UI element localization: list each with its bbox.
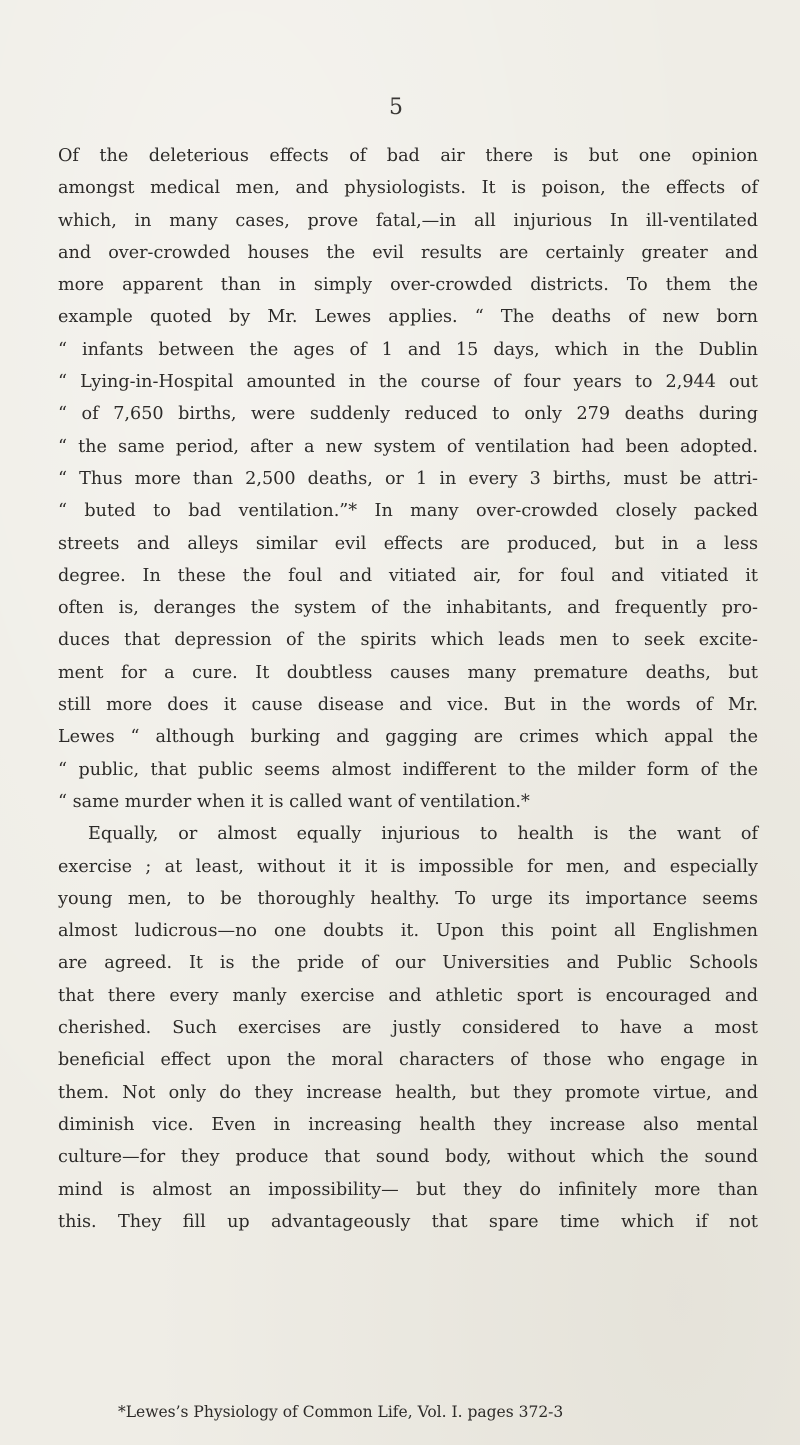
text-line: amongst medical men, and physiologists. It is poison, the effects of (58, 178, 758, 199)
text-line: exercise ; at least, without it it is impossible for men, and especially (58, 856, 758, 877)
text-line: “ buted to bad ventilation.”* In many over-crowded closely packed (58, 501, 758, 522)
footnote: *Lewes’s Physiology of Common Life, Vol. I. pages 372-3 (118, 1403, 564, 1421)
text-line: “ Thus more than 2,500 deaths, or 1 in every 3 births, must be attri- (58, 468, 758, 489)
text-line: them. Not only do they increase health, but they promote virtue, and (58, 1082, 758, 1103)
text-line: often is, deranges the system of the inhabitants, and frequently pro- (58, 598, 758, 619)
text-line: that there every manly exercise and athletic sport is encouraged and (58, 985, 758, 1006)
text-line: culture—for they produce that sound body, without which the sound (58, 1147, 758, 1168)
text-line: Of the deleterious effects of bad air there is but one opinion (58, 146, 758, 166)
body-text (58, 140, 758, 1238)
text-line: “ infants between the ages of 1 and 15 days, which in the Dublin (58, 339, 758, 360)
text-line: which, in many cases, prove fatal,—in all injurious In ill-ventilated (58, 210, 758, 231)
text-line: this. They fill up advantageously that spare time which if not (58, 1211, 758, 1232)
text-line: ment for a cure. It doubtless causes many premature deaths, but (58, 662, 758, 683)
text-line: “ of 7,650 births, were suddenly reduced to only 279 deaths during (58, 404, 758, 425)
text-line: Lewes “ although burking and gagging are crimes which appal the (58, 727, 758, 748)
text-line: more apparent than in simply over-crowded districts. To them the (58, 275, 758, 296)
text-line: beneficial effect upon the moral characters of those who engage in (58, 1050, 758, 1071)
text-line: “ the same period, after a new system of ventilation had been adopted. (58, 436, 758, 457)
text-line: “ Lying-in-Hospital amounted in the course of four years to 2,944 out (58, 372, 758, 393)
text-line: almost ludicrous—no one doubts it. Upon this point all Englishmen (58, 921, 758, 942)
text-line: duces that depression of the spirits which leads men to seek excite- (58, 630, 758, 651)
text-line: Equally, or almost equally injurious to health is the want of (88, 824, 758, 845)
text-line: diminish vice. Even in increasing health they increase also mental (58, 1114, 758, 1135)
text-line: “ public, that public seems almost indifferent to the milder form of the (58, 759, 758, 780)
text-line: streets and alleys similar evil effects are produced, but in a less (58, 533, 758, 554)
text-line: are agreed. It is the pride of our Universities and Public Schools (58, 953, 758, 974)
text-line: “ same murder when it is called want of ventilation.* (58, 791, 530, 812)
text-line: young men, to be thoroughly healthy. To urge its importance seems (58, 888, 758, 909)
text-line: example quoted by Mr. Lewes applies. “ The deaths of new born (58, 307, 758, 328)
page-number: 5 (389, 95, 403, 120)
text-line: still more does it cause disease and vice. But in the words of Mr. (58, 695, 758, 716)
text-line: mind is almost an impossibility— but they do infinitely more than (58, 1179, 758, 1200)
text-line: and over-crowded houses the evil results are certainly greater and (58, 242, 758, 263)
text-line: cherished. Such exercises are justly considered to have a most (58, 1018, 758, 1039)
text-line: degree. In these the foul and vitiated air, for foul and vitiated it (58, 565, 758, 586)
